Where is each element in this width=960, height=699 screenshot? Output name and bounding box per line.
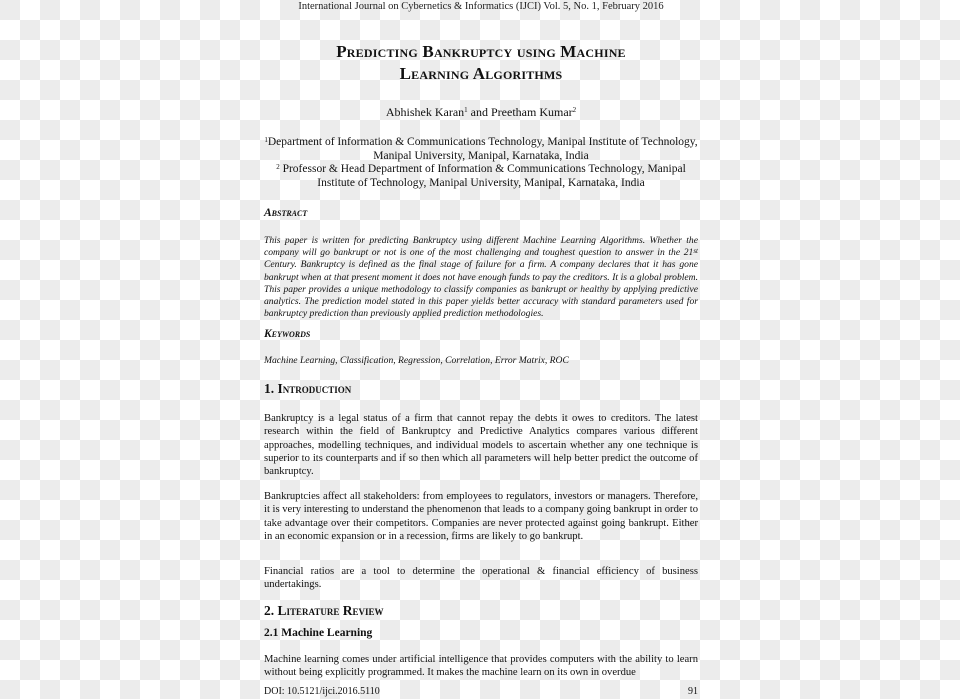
section-heading-literature-review: 2. Literature Review: [264, 603, 384, 618]
affiliation-text: Professor & Head Department of Information & Communications Technology, Manipal Institute of Technology, Manipal University, Manipal, Karnataka, India: [279, 163, 686, 189]
title-line-1: Predicting Bankruptcy using Machine: [336, 42, 626, 61]
abstract-text-part: Century. Bankruptcy is defined as the final stage of failure for a firm. A company declares that it has gone bankrupt when at that present moment it does not have enough funds to pay the creditors. It is a global problem. This paper provides a unique methodology to classify companies as bankrupt or healthy by applying predictive analytics. The prediction model stated in this paper yields better accuracy with standard parameters used for bankruptcy prediction than previously applied prediction methodologies.: [264, 259, 698, 320]
page-number: 91: [688, 686, 698, 697]
doi-text: DOI: 10.5121/ijci.2016.5110: [264, 686, 380, 697]
subsection-heading-machine-learning: 2.1 Machine Learning: [264, 627, 373, 639]
author-conjunction: and: [467, 105, 491, 119]
page-footer: [264, 686, 698, 698]
affiliations: [262, 136, 700, 190]
paragraph: Machine learning comes under artificial intelligence that provides computers with the ability to learn without being explicitly programmed. It makes the machine learn on its own in overdue: [264, 654, 698, 679]
author-name: Preetham Kumar: [491, 105, 573, 119]
title-line-2: Learning Algorithms: [399, 64, 563, 83]
keywords-heading: Keywords: [264, 328, 311, 340]
author-name: Abhishek Karan: [385, 105, 465, 119]
affiliation-item: [262, 163, 700, 190]
paragraph: Financial ratios are a tool to determine the operational & financial efficiency of business undertakings.: [264, 566, 698, 591]
author-affiliation-marker: 2: [572, 106, 577, 114]
affiliation-text: Department of Information & Communications Technology, Manipal Institute of Technology, Manipal University, Manipal, Karnataka, India: [267, 136, 698, 162]
keywords-text: Machine Learning, Classification, Regression, Correlation, Error Matrix, ROC: [264, 355, 569, 366]
affiliation-item: [262, 136, 700, 163]
affiliation-marker: 2: [276, 163, 280, 172]
section-heading-introduction: 1. Introduction: [264, 381, 352, 396]
author-affiliation-marker: 1: [464, 106, 468, 114]
affiliation-marker: 1: [264, 136, 268, 144]
paper-title: [244, 41, 718, 85]
abstract-text: [264, 235, 698, 320]
paragraph: Bankruptcy is a legal status of a firm that cannot repay the debts it owes to creditors. The latest research within the field of Bankruptcy and Predictive Analytics compares various different approaches, modelling techniques, and individual models to ascertain whether any one technique is superior to its counterparts and if so then which all parameters will help better predict the outcome of bankruptcy.: [264, 413, 698, 478]
paragraph: Bankruptcies affect all stakeholders: from employees to regulators, investors or managers. Therefore, it is very interesting to understand the phenomenon that leads to a company going bankrupt in order to take advantage over their competitors. Companies are never protected against going bankrupt. Either in an economic expansion or in a recession, firms are likely to go bankrupt.: [264, 491, 698, 542]
paper-page: [264, 0, 698, 699]
running-head: International Journal on Cybernetics & Informatics (IJCI) Vol. 5, No. 1, February 2016: [298, 1, 664, 12]
abstract-heading: Abstract: [264, 207, 308, 219]
abstract-text-part: This paper is written for predicting Bankruptcy using different Machine Learning Algorithms. Whether the company will go bankrupt or not is one of the most challenging and toughest question to answer in the 21: [264, 235, 698, 259]
author-list: [264, 105, 698, 120]
ordinal-suffix: st: [693, 247, 698, 256]
